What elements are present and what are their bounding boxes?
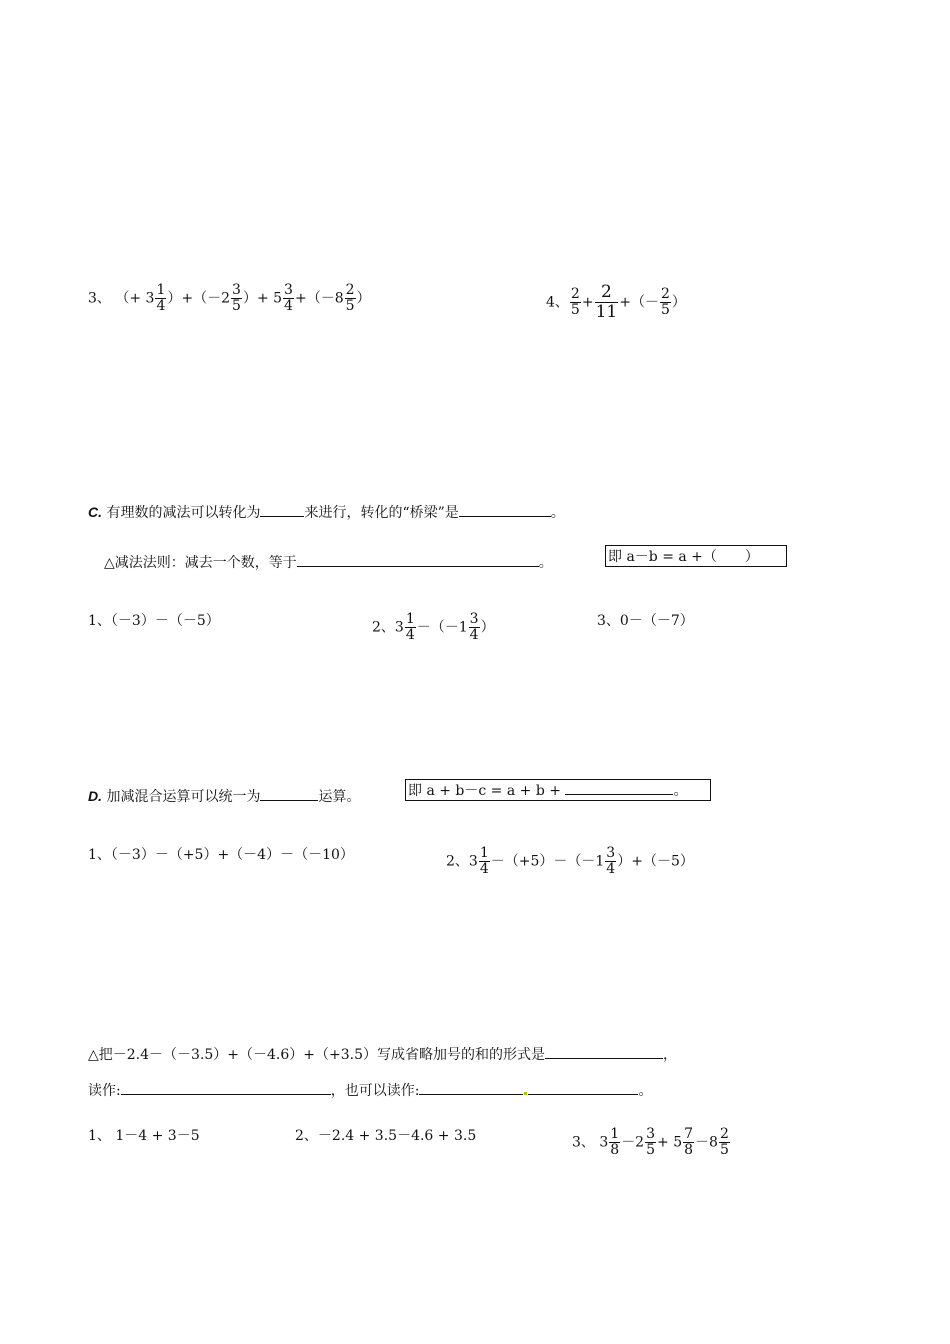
fraction: $\frac{2}{5}$ — [719, 1126, 729, 1158]
problem-e3: 3、 3 $\frac{1}{8}$ －2 $\frac{3}{5}$ + 5 $\frac{7}{8}$ －8 $\frac{2}{5}$ — [572, 1126, 729, 1158]
fraction: $\frac{2}{5}$ — [660, 286, 670, 318]
fraction: $\frac{7}{8}$ — [684, 1126, 694, 1158]
fill-blank[interactable] — [528, 1080, 638, 1095]
problem-d2: 2、3 $\frac{1}{4}$ －（+5）－（－1 $\frac{3}{4}$ ）+（－5） — [446, 845, 694, 877]
problem-number: 4、 — [546, 294, 569, 311]
fraction: $\frac{3}{5}$ — [232, 282, 241, 314]
subtraction-rule: △减法法则：减去一个数，等于 。 — [104, 552, 553, 572]
problem-e1: 1、 1－4 + 3－5 — [88, 1128, 200, 1144]
fraction: $\frac{3}{4}$ — [469, 611, 479, 643]
problem-c1: 1、（－3）－（－5） — [88, 613, 220, 629]
fill-blank[interactable] — [459, 502, 551, 517]
fraction: $\frac{2}{5}$ — [570, 286, 580, 318]
fraction: $\frac{3}{4}$ — [284, 282, 293, 314]
rewrite-instruction: △把－2.4－（－3.5）+（－4.6）+（+3.5）写成省略加号的和的形式是 ， — [88, 1044, 677, 1064]
problem-d1: 1、（－3）－（+5）+（－4）－（－10） — [88, 847, 354, 863]
fraction: $\frac{1}{4}$ — [156, 282, 166, 314]
fill-blank[interactable] — [260, 502, 304, 517]
fill-blank[interactable] — [545, 1044, 663, 1059]
problem-c2: 2、3 $\frac{1}{4}$ －（－1 $\frac{3}{4}$ ） — [372, 611, 495, 643]
rule-formula-box: 即 a－b = a +（ ） — [605, 545, 787, 567]
fill-blank[interactable] — [297, 552, 539, 567]
section-d-heading: D. 加减混合运算可以统一为 运算。 — [88, 788, 361, 805]
fraction: $\frac{1}{8}$ — [610, 1126, 620, 1158]
fill-blank[interactable] — [260, 786, 318, 801]
problem-b4: 4、 $\frac{2}{5}$ + $\frac{2}{11}$ +（－ $\frac{2}{5}$ ） — [546, 282, 686, 322]
read-as-line: 读作: ，也可以读作: 。 — [88, 1080, 652, 1100]
mixed-formula-box: 即 a + b－c = a + b + 。 — [405, 779, 711, 801]
fraction: $\frac{2}{11}$ — [595, 282, 618, 322]
fraction: $\frac{3}{5}$ — [646, 1126, 656, 1158]
fill-blank[interactable] — [121, 1080, 331, 1095]
problem-e2: 2、－2.4 + 3.5－4.6 + 3.5 — [295, 1128, 477, 1144]
problem-number: 3、 — [88, 290, 111, 307]
problem-c3: 3、0－（－7） — [597, 613, 694, 629]
fraction: $\frac{1}{4}$ — [479, 845, 489, 877]
fraction: $\frac{2}{5}$ — [345, 282, 355, 314]
fill-blank[interactable] — [419, 1080, 523, 1095]
section-c-heading: C. 有理数的减法可以转化为 来进行，转化的“桥梁”是 。 — [88, 504, 565, 521]
section-label: C. — [88, 504, 102, 520]
fraction: $\frac{1}{4}$ — [405, 611, 415, 643]
mark-dot — [524, 1092, 527, 1095]
fill-blank[interactable] — [565, 780, 673, 795]
fraction: $\frac{3}{4}$ — [606, 845, 616, 877]
problem-b3: 3、 （+ 3 $\frac{1}{4}$ ）+（－2 $\frac{3}{5}$ ）+ 5 $\frac{3}{4}$ +（－8 $\frac{2}{5}$ ） — [88, 282, 371, 314]
section-label: D. — [88, 788, 102, 804]
